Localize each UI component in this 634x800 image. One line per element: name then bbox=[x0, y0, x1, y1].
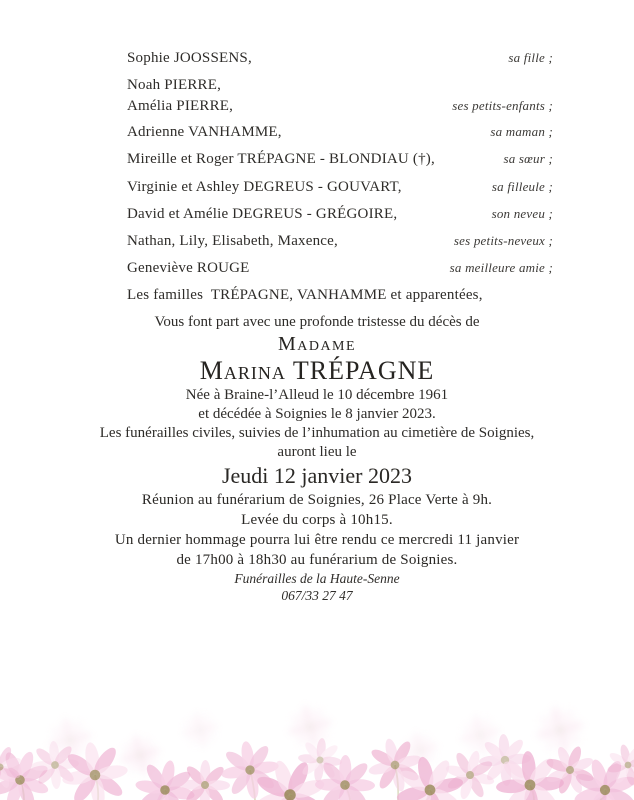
flower-decoration bbox=[0, 695, 634, 800]
funeral-info-line-1: Les funérailles civiles, suivies de l’inhumation au cimetière de Soignies, bbox=[99, 425, 535, 441]
tribute-line-2: de 17h00 à 18h30 au funérarium de Soignies. bbox=[176, 552, 458, 568]
funeral-date: Jeudi 12 janvier 2023 bbox=[221, 463, 413, 488]
family-row bbox=[127, 177, 553, 197]
intro-line: Vous font part avec une profonde tristesse du décès de bbox=[154, 314, 480, 330]
family-name: Geneviève ROUGE bbox=[127, 260, 250, 276]
family-name: Mireille et Roger TRÉPAGNE - BLONDIAU (†), bbox=[127, 151, 435, 167]
death-line: et décédée à Soignies le 8 janvier 2023. bbox=[198, 406, 436, 422]
family-row bbox=[127, 204, 553, 224]
family-relation: sa maman ; bbox=[490, 124, 553, 139]
family-row bbox=[127, 149, 553, 169]
family-name: Les familles TRÉPAGNE, VANHAMME et apparentées, bbox=[127, 287, 483, 303]
family-row bbox=[127, 96, 553, 116]
family-name: Noah PIERRE, bbox=[127, 77, 222, 93]
family-row bbox=[127, 285, 553, 305]
deceased-name: Marina TRÉPAGNE bbox=[199, 356, 435, 385]
family-row bbox=[127, 48, 553, 68]
family-relation: ses petits-enfants ; bbox=[452, 98, 553, 113]
meeting-line: Réunion au funérarium de Soignies, 26 Place Verte à 9h. bbox=[141, 492, 493, 508]
family-relation: sa sœur ; bbox=[503, 151, 553, 166]
funeral-info-line-2: auront lieu le bbox=[277, 444, 357, 460]
family-name: Adrienne VANHAMME, bbox=[127, 124, 282, 140]
deceased-title: Madame bbox=[277, 333, 357, 355]
tribute-line-1: Un dernier hommage pourra lui être rendu ce mercredi 11 janvier bbox=[114, 532, 520, 548]
family-name: David et Amélie DEGREUS - GRÉGOIRE, bbox=[127, 206, 398, 222]
family-relation: sa filleule ; bbox=[491, 179, 553, 194]
family-name: Amélia PIERRE, bbox=[127, 98, 234, 114]
family-relation: ses petits-neveux ; bbox=[453, 233, 553, 248]
birth-line: Née à Braine-l’Alleud le 10 décembre 1961 bbox=[185, 387, 449, 403]
family-name: Sophie JOOSSENS, bbox=[127, 50, 252, 66]
family-name: Nathan, Lily, Elisabeth, Maxence, bbox=[127, 233, 338, 249]
family-row bbox=[127, 122, 553, 142]
family-relation: sa meilleure amie ; bbox=[449, 260, 553, 275]
family-row bbox=[127, 258, 553, 278]
family-relation: sa fille ; bbox=[508, 50, 553, 65]
family-row bbox=[127, 231, 553, 251]
funeral-home-name: Funérailles de la Haute-Senne bbox=[234, 571, 400, 586]
announcement-body bbox=[0, 312, 634, 604]
funeral-home-phone: 067/33 27 47 bbox=[281, 588, 353, 603]
family-relation: son neveu ; bbox=[491, 206, 553, 221]
family-name: Virginie et Ashley DEGREUS - GOUVART, bbox=[127, 179, 402, 195]
family-list bbox=[127, 0, 553, 305]
levee-line: Levée du corps à 10h15. bbox=[241, 512, 393, 528]
family-row bbox=[127, 75, 553, 95]
